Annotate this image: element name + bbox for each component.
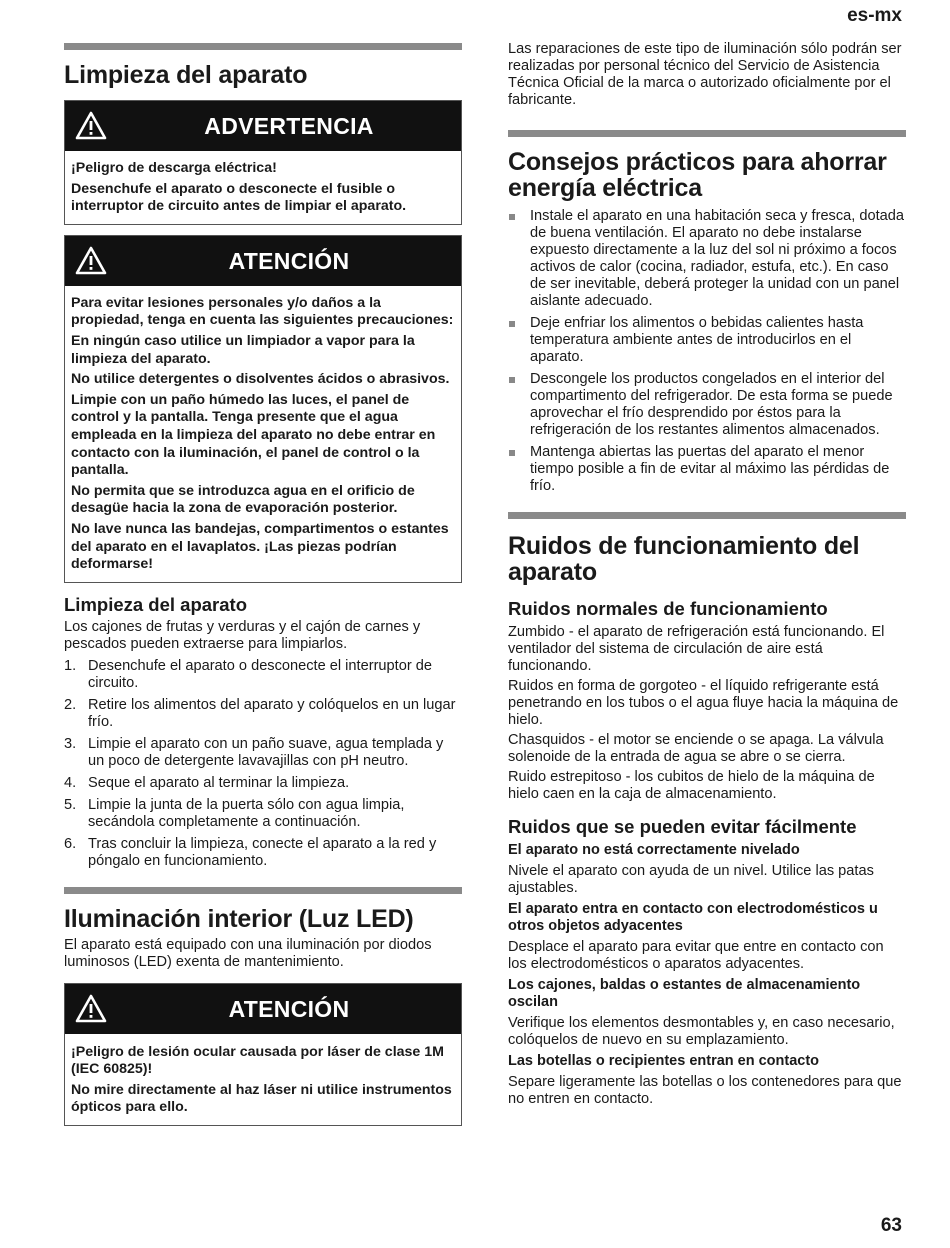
caution-line: Para evitar lesiones personales y/o daños a la propiedad, tenga en cuenta las siguientes precauciones: xyxy=(71,294,454,329)
list-item: 4. Seque el aparato al terminar la limpieza. xyxy=(64,774,350,791)
language-code: es-mx xyxy=(847,5,902,26)
caution-line: En ningún caso utilice un limpiador a vapor para la limpieza del aparato. xyxy=(71,332,415,367)
caution-body xyxy=(65,1034,461,1125)
avoid-heading: Las botellas o recipientes entran en contacto xyxy=(508,1053,820,1069)
avoid-text: Separe ligeramente las botellas o los contenedores para que no entren en contacto. xyxy=(508,1074,902,1107)
cleaning-steps xyxy=(64,658,462,870)
warning-triangle-icon xyxy=(75,111,107,141)
caution-line: No lave nunca las bandejas, compartimentos o estantes del aparato en el lavaplatos. ¡Las piezas podrían deformarse! xyxy=(71,520,449,573)
bullet-icon xyxy=(509,321,515,327)
bullet-icon xyxy=(509,450,515,456)
left-column xyxy=(64,0,462,1126)
list-item: Ruidos en forma de gorgoteo - el líquido refrigerante está penetrando en los tubos o el agua fluye hacia la máquina de hielo. xyxy=(508,678,899,728)
list-item: Mantenga abiertas las puertas del aparato el menor tiempo posible a fin de evitar al máximo las pérdidas de frío. xyxy=(508,444,906,495)
cleaning-intro: Los cajones de frutas y verduras y el cajón de carnes y pescados pueden extraerse para limpiarlos. xyxy=(64,618,421,652)
section-rule xyxy=(64,43,462,50)
noise-title: Ruidos de funcionamiento del aparato xyxy=(508,532,860,586)
cleaning-subtitle: Limpieza del aparato xyxy=(64,593,247,615)
avoid-heading: El aparato no está correctamente nivelado xyxy=(508,842,800,858)
list-item: Instale el aparato en una habitación seca y fresca, dotada de buena ventilación. El aparato no debe instalarse expuesto directamente a la luz del sol ni próximo a focos activos de calor (cocina, radiador, estufa, etc.). En caso de ser inevitable, deberá proteger la unidad con un panel aislante adecuado. xyxy=(508,208,906,310)
page-number: 63 xyxy=(880,1215,902,1236)
avoid-heading: El aparato entra en contacto con electrodomésticos u otros objetos adyacentes xyxy=(508,901,878,934)
normal-noise-list xyxy=(508,624,906,803)
caution-body xyxy=(65,286,461,582)
bullet-icon xyxy=(509,214,515,220)
caution-line: Limpie con un paño húmedo las luces, el panel de control y la pantalla. Tenga presente que el agua empleada en la limpieza del aparato no debe entrar en contacto con la iluminación, el panel de control o la pantalla. xyxy=(71,391,436,479)
list-item: Chasquidos - el motor se enciende o se apaga. La válvula solenoide de la entrada de agua se abre o se cierra. xyxy=(508,732,884,765)
avoid-text: Verifique los elementos desmontables y, en caso necesario, colóquelos de nuevo en su emplazamiento. xyxy=(508,1015,895,1048)
caution-title: ATENCIÓN xyxy=(228,247,350,274)
led-intro: El aparato está equipado con una iluminación por diodos luminosos (LED) exenta de mantenimiento. xyxy=(64,936,432,970)
list-item: Descongele los productos congelados en el interior del compartimento del refrigerador. De esta forma se puede aprovechar el frío desprendido por éstos para la refrigeración de los restantes alimentos almacenados. xyxy=(508,371,906,439)
caution-box-laser xyxy=(64,983,462,1126)
caution-box xyxy=(64,235,462,583)
bullet-icon xyxy=(509,377,515,383)
section-rule xyxy=(508,512,906,519)
avoid-text: Nivele el aparato con ayuda de un nivel. Utilice las patas ajustables. xyxy=(508,863,874,896)
caution-line: No permita que se introduzca agua en el orificio de desagüe hacia la zona de evaporación posterior. xyxy=(71,482,415,517)
list-item: 1. Desenchufe el aparato o desconecte el interruptor de circuito. xyxy=(64,657,432,691)
caution-title: ATENCIÓN xyxy=(228,995,350,1022)
list-item: 2. Retire los alimentos del aparato y colóquelos en un lugar frío. xyxy=(64,696,456,730)
section-rule xyxy=(508,130,906,137)
section-rule xyxy=(64,887,462,894)
repair-text: Las reparaciones de este tipo de iluminación sólo podrán ser realizadas por personal técnico del Servicio de Asistencia Técnica Oficial de la marca o autorizado oficialmente por el fabricante. xyxy=(508,41,902,108)
warning-triangle-icon xyxy=(75,246,107,276)
avoid-noise-title: Ruidos que se pueden evitar fácilmente xyxy=(508,816,857,837)
caution-line: No utilice detergentes o disolventes ácidos o abrasivos. xyxy=(71,371,450,388)
right-column xyxy=(508,0,906,1108)
list-item: 3. Limpie el aparato con un paño suave, agua templada y un poco de detergente lavavajillas con pH neutro. xyxy=(64,735,444,769)
caution-line: No mire directamente al haz láser ni utilice instrumentos ópticos para ello. xyxy=(71,1081,452,1116)
avoid-noise-list xyxy=(508,842,906,1108)
list-item: Ruido estrepitoso - los cubitos de hielo de la máquina de hielo caen en la caja de almacenamiento. xyxy=(508,769,875,802)
warning-line: ¡Peligro de descarga eléctrica! xyxy=(71,160,277,176)
normal-noise-title: Ruidos normales de funcionamiento xyxy=(508,598,828,619)
warning-box xyxy=(64,100,462,225)
caution-line: ¡Peligro de lesión ocular causada por láser de clase 1M (IEC 60825)! xyxy=(71,1043,444,1078)
list-item: Deje enfriar los alimentos o bebidas calientes hasta temperatura ambiente antes de introducirlos en el aparato. xyxy=(508,315,906,366)
avoid-text: Desplace el aparato para evitar que entre en contacto con los electrodomésticos o aparatos adyacentes. xyxy=(508,939,884,972)
warning-line: Desenchufe el aparato o desconecte el fusible o interruptor de circuito antes de limpiar el aparato. xyxy=(71,180,407,215)
avoid-heading: Los cajones, baldas o estantes de almacenamiento oscilan xyxy=(508,977,861,1010)
led-title: Iluminación interior (Luz LED) xyxy=(64,904,414,933)
caution-header xyxy=(65,984,461,1034)
warning-body xyxy=(65,151,461,224)
list-item: Zumbido - el aparato de refrigeración está funcionando. El ventilador del sistema de circulación de aire está funcionando. xyxy=(508,624,885,674)
energy-title: Consejos prácticos para ahorrar energía eléctrica xyxy=(508,148,887,202)
cleaning-title: Limpieza del aparato xyxy=(64,61,308,89)
caution-header xyxy=(65,236,461,286)
warning-triangle-icon xyxy=(75,994,107,1024)
energy-tips xyxy=(508,208,906,495)
warning-header xyxy=(65,101,461,151)
list-item: 5. Limpie la junta de la puerta sólo con agua limpia, secándola completamente a continuación. xyxy=(64,796,405,830)
warning-title: ADVERTENCIA xyxy=(204,113,374,139)
list-item: 6. Tras concluir la limpieza, conecte el aparato a la red y póngalo en funcionamiento. xyxy=(64,835,437,869)
